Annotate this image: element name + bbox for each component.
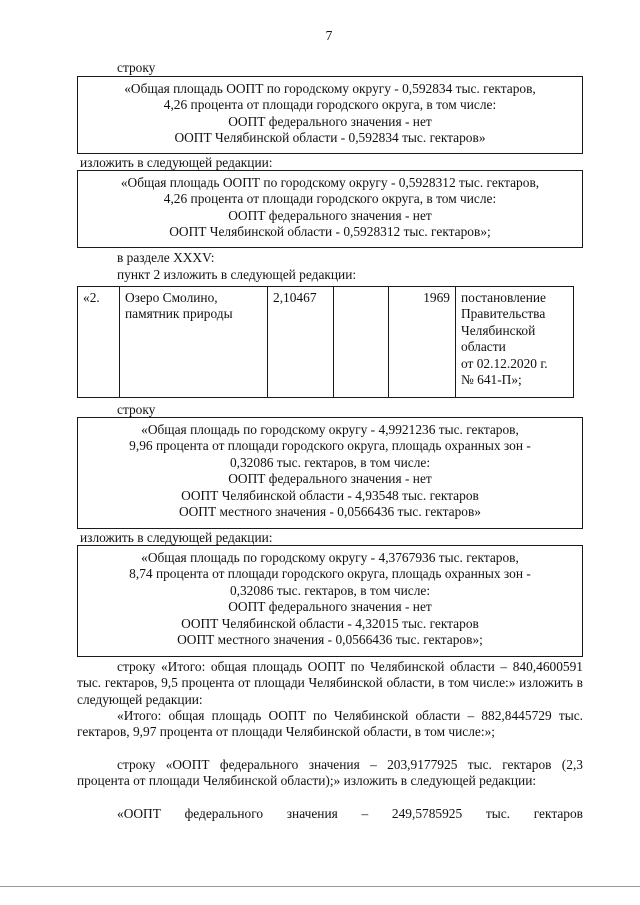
box-line: ООПТ Челябинской области - 4,93548 тыс. гектаров [181,487,479,503]
cell-number: «2. [78,287,120,398]
box-line: ООПТ федерального значения - нет [228,113,432,129]
paragraph-federal-new [77,806,583,822]
paragraph-total-new [77,708,583,741]
box-line: ООПТ местного значения - 0,0566436 тыс. гектаров»; [177,632,483,648]
paragraph-text: строку «Итого: общая площадь ООПТ по Челябинской области – 840,4600591 тыс. гектаров, 9,5 процента от площади Челябинской области, в том числе:» изложить в следующей редакции: [77,659,583,707]
doc-line: Правительства [461,306,546,322]
box-line: ООПТ федерального значения - нет [228,599,432,615]
protected-area-table [77,286,574,398]
doc-line: от 02.12.2020 г. [461,355,548,371]
box-line: 8,74 процента от площади городского округа, площадь охранных зон - [129,566,531,582]
box-line: 4,26 процента от площади городского округа, в том числе: [163,191,497,207]
cell-document [456,287,574,398]
paragraph-total-old [77,659,583,708]
instruction-1: изложить в следующей редакции: [80,155,273,170]
cell-year: 1969 [389,287,456,398]
box-line: 4,26 процента от площади городского округа, в том числе: [163,97,497,113]
label-stroku-2: строку [117,402,156,417]
cell-empty [334,287,389,398]
section-line-2: пункт 2 изложить в следующей редакции: [117,267,357,282]
box-line: ООПТ Челябинской области - 4,32015 тыс. гектаров [181,615,479,631]
doc-line: области [461,339,506,355]
label-stroku-1: строку [117,60,156,75]
old-text-box-1 [77,76,583,154]
doc-line: № 641-П»; [461,372,522,388]
footer-rule [0,886,640,887]
box-line: ООПТ Челябинской области - 0,5928312 тыс. гектаров»; [169,224,491,240]
box-line: ООПТ Челябинской области - 0,592834 тыс. гектаров» [174,130,486,146]
doc-line: Челябинской [461,322,536,338]
box-line: ООПТ местного значения - 0,0566436 тыс. гектаров» [178,504,482,520]
box-line: 9,96 процента от площади городского округа, площадь охранных зон - [129,438,531,454]
box-line: ООПТ федерального значения - нет [228,207,432,223]
page-number: 7 [325,28,333,43]
paragraph-text: «Итого: общая площадь ООПТ по Челябинской области – 882,8445729 тыс. гектаров, 9,97 процента от площади Челябинской области, в том числе:»; [77,708,583,740]
box-line: 0,32086 тыс. гектаров, в том числе: [229,454,431,470]
box-line: «Общая площадь по городскому округу - 4,3767936 тыс. гектаров, [141,550,519,565]
paragraph-federal-old [77,757,583,790]
box-line: «Общая площадь ООПТ по городскому округу - 0,5928312 тыс. гектаров, [120,175,540,190]
box-line: «Общая площадь по городскому округу - 4,9921236 тыс. гектаров, [141,422,519,437]
table-row [78,287,574,398]
box-line: «Общая площадь ООПТ по городскому округу - 0,592834 тыс. гектаров, [124,81,536,96]
new-text-box-2 [77,545,583,657]
paragraph-text: строку «ООПТ федерального значения – 203,9177925 тыс. гектаров (2,3 процента от площади Челябинской области);» изложить в следующей редакции: [77,757,583,789]
doc-line: постановление [461,290,547,305]
old-text-box-2 [77,417,583,529]
cell-area: 2,10467 [268,287,334,398]
cell-name: Озеро Смолино, памятник природы [120,287,268,398]
section-line-1: в разделе XXXV: [117,250,215,265]
instruction-2: изложить в следующей редакции: [80,530,273,545]
box-line: ООПТ федерального значения - нет [228,471,432,487]
paragraph-text: «ООПТ федерального значения – 249,5785925 тыс. гектаров [117,806,583,821]
box-line: 0,32086 тыс. гектаров, в том числе: [229,582,431,598]
new-text-box-1 [77,170,583,248]
